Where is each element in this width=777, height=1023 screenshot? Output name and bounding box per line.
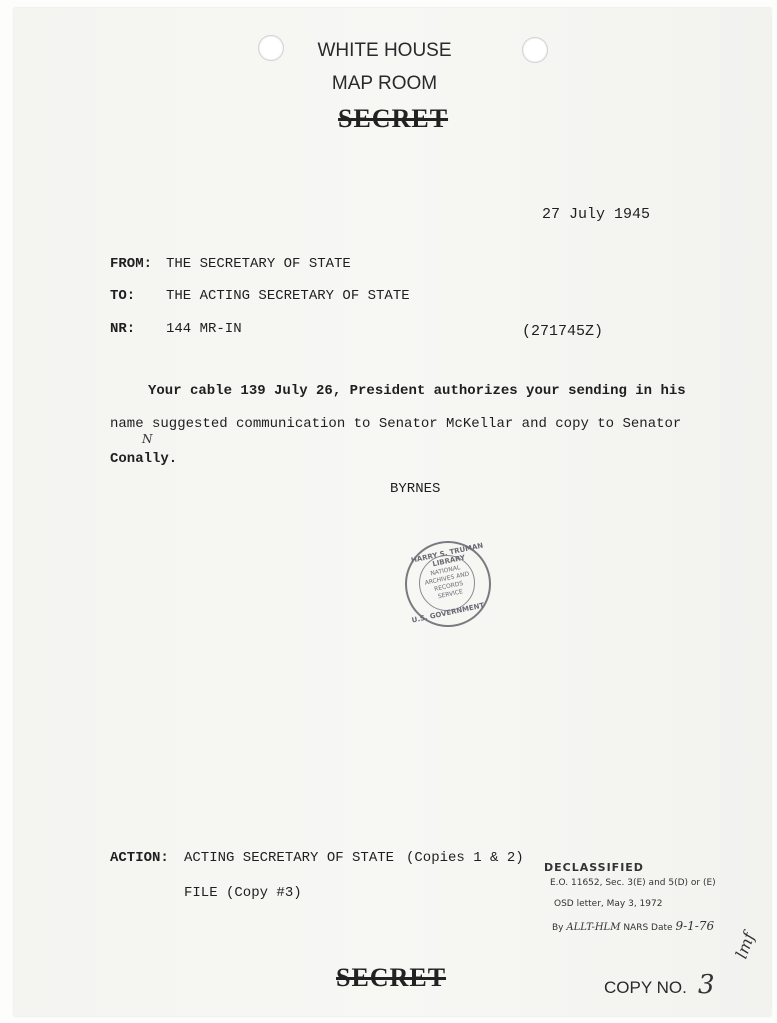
classification-bottom: SECRET <box>336 963 447 992</box>
from-label: FROM: <box>110 256 153 272</box>
copy-number-value: 3 <box>698 970 715 1000</box>
body-line-1: Your cable 139 July 26, President authorizes your sending in his <box>148 383 686 399</box>
to-value: THE ACTING SECRETARY OF STATE <box>166 288 410 304</box>
file-copy: FILE (Copy #3) <box>184 885 302 901</box>
declassified-nars-label: NARS Date <box>623 923 673 933</box>
seal-text-center: NATIONAL ARCHIVES AND RECORDS SERVICE <box>424 564 470 601</box>
seal-text-bottom: U.S. GOVERNMENT <box>411 601 485 625</box>
to-label: TO: <box>110 288 136 304</box>
library-seal-stamp <box>405 541 491 627</box>
nr-label: NR: <box>110 321 136 337</box>
declassified-by-label: By <box>552 923 564 933</box>
body-line-3: Conally. <box>110 451 178 467</box>
body-line-2: name suggested communication to Senator McKellar and copy to Senator <box>110 416 682 432</box>
header-map-room: MAP ROOM <box>331 73 438 94</box>
document-date: 27 July 1945 <box>542 206 651 223</box>
date-time-group: (271745Z) <box>522 323 604 340</box>
seal-text-top: HARRY S. TRUMAN LIBRARY <box>410 541 484 569</box>
copy-number-label: COPY NO. <box>604 978 687 997</box>
classification-top: SECRET <box>338 104 449 133</box>
document-page <box>14 8 771 1016</box>
declassified-title: DECLASSIFIED <box>544 861 644 874</box>
nr-value: 144 MR-IN <box>166 321 242 337</box>
declassified-by-row <box>552 919 714 933</box>
action-copies: (Copies 1 & 2) <box>406 850 524 866</box>
from-value: THE SECRETARY OF STATE <box>166 256 351 272</box>
signature: BYRNES <box>390 481 441 497</box>
handwritten-initials: lmf <box>731 929 759 962</box>
action-label: ACTION: <box>110 850 169 866</box>
declassified-date-value: 9-1-76 <box>675 919 715 933</box>
declassified-letter: OSD letter, May 3, 1972 <box>554 899 663 909</box>
declassified-eo: E.O. 11652, Sec. 3(E) and 5(D) or (E) <box>550 878 716 888</box>
declassified-by-value: ALLT-HLM <box>566 922 621 933</box>
handwritten-correction: N <box>142 432 153 446</box>
header-white-house: WHITE HOUSE <box>317 40 452 61</box>
action-value: ACTING SECRETARY OF STATE <box>184 850 395 866</box>
